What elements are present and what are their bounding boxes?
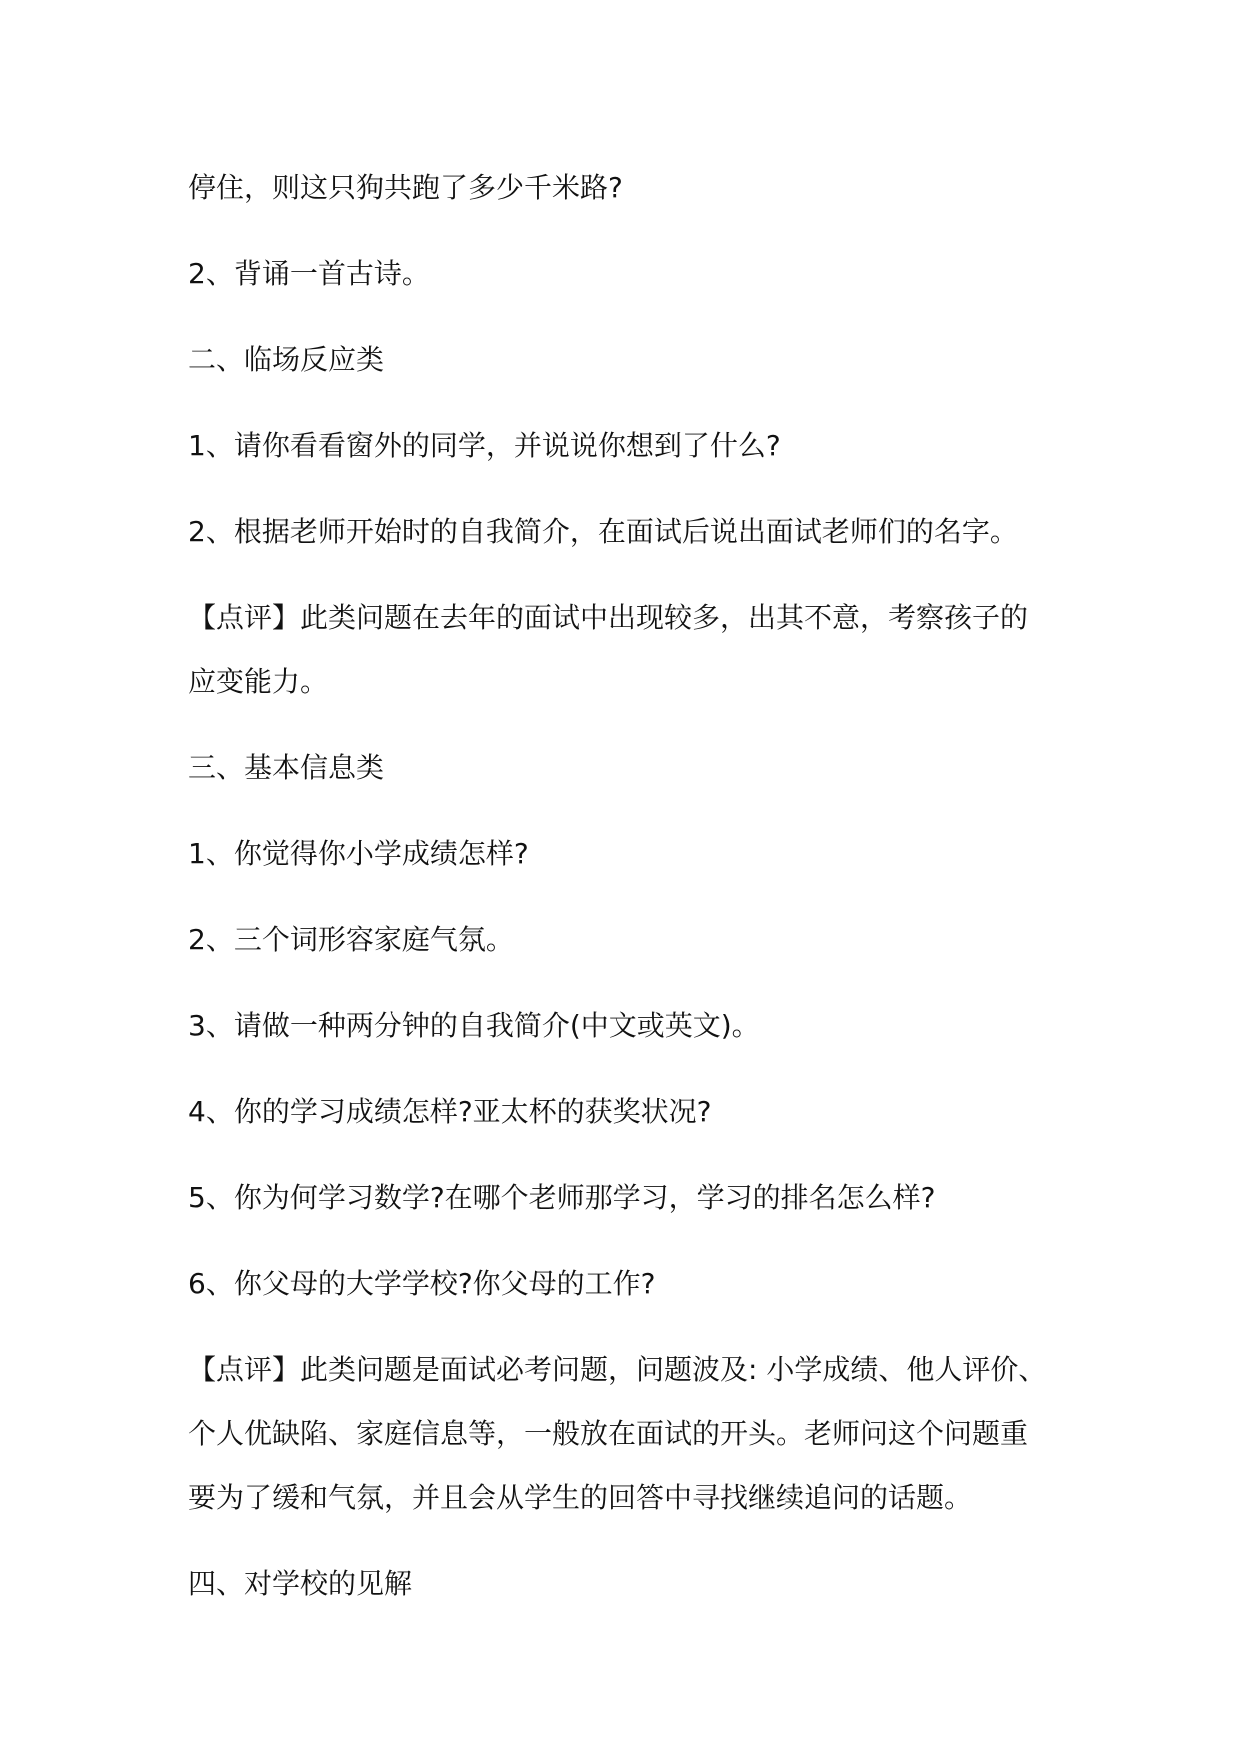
text-line: 停住，则这只狗共跑了多少千米路? bbox=[188, 171, 623, 204]
text-line: 2、背诵一首古诗。 bbox=[188, 257, 430, 290]
comment-line: 【点评】此类问题是面试必考问题，问题波及: 小学成绩、他人评价、 bbox=[188, 1353, 1047, 1386]
text-line: 2、三个词形容家庭气氛。 bbox=[188, 923, 514, 956]
text-line: 4、你的学习成绩怎样?亚太杯的获奖状况? bbox=[188, 1095, 712, 1128]
text-line: 3、请做一种两分钟的自我简介(中文或英文)。 bbox=[188, 1009, 760, 1042]
text-line: 1、请你看看窗外的同学，并说说你想到了什么? bbox=[188, 429, 781, 462]
comment-line: 个人优缺陷、家庭信息等，一般放在面试的开头。老师问这个问题重 bbox=[188, 1417, 1029, 1450]
section-heading: 四、对学校的见解 bbox=[188, 1567, 413, 1600]
text-line: 6、你父母的大学学校?你父母的工作? bbox=[188, 1267, 656, 1300]
text-line: 2、根据老师开始时的自我简介，在面试后说出面试老师们的名字。 bbox=[188, 515, 1018, 548]
comment-line: 要为了缓和气氛，并且会从学生的回答中寻找继续追问的话题。 bbox=[188, 1481, 973, 1514]
text-line: 5、你为何学习数学?在哪个老师那学习，学习的排名怎么样? bbox=[188, 1181, 936, 1214]
section-heading: 三、基本信息类 bbox=[188, 751, 385, 784]
comment-line: 【点评】此类问题在去年的面试中出现较多，出其不意，考察孩子的 bbox=[188, 601, 1029, 634]
text-line: 1、你觉得你小学成绩怎样? bbox=[188, 837, 529, 870]
section-heading: 二、临场反应类 bbox=[188, 343, 385, 376]
comment-line: 应变能力。 bbox=[188, 665, 329, 698]
